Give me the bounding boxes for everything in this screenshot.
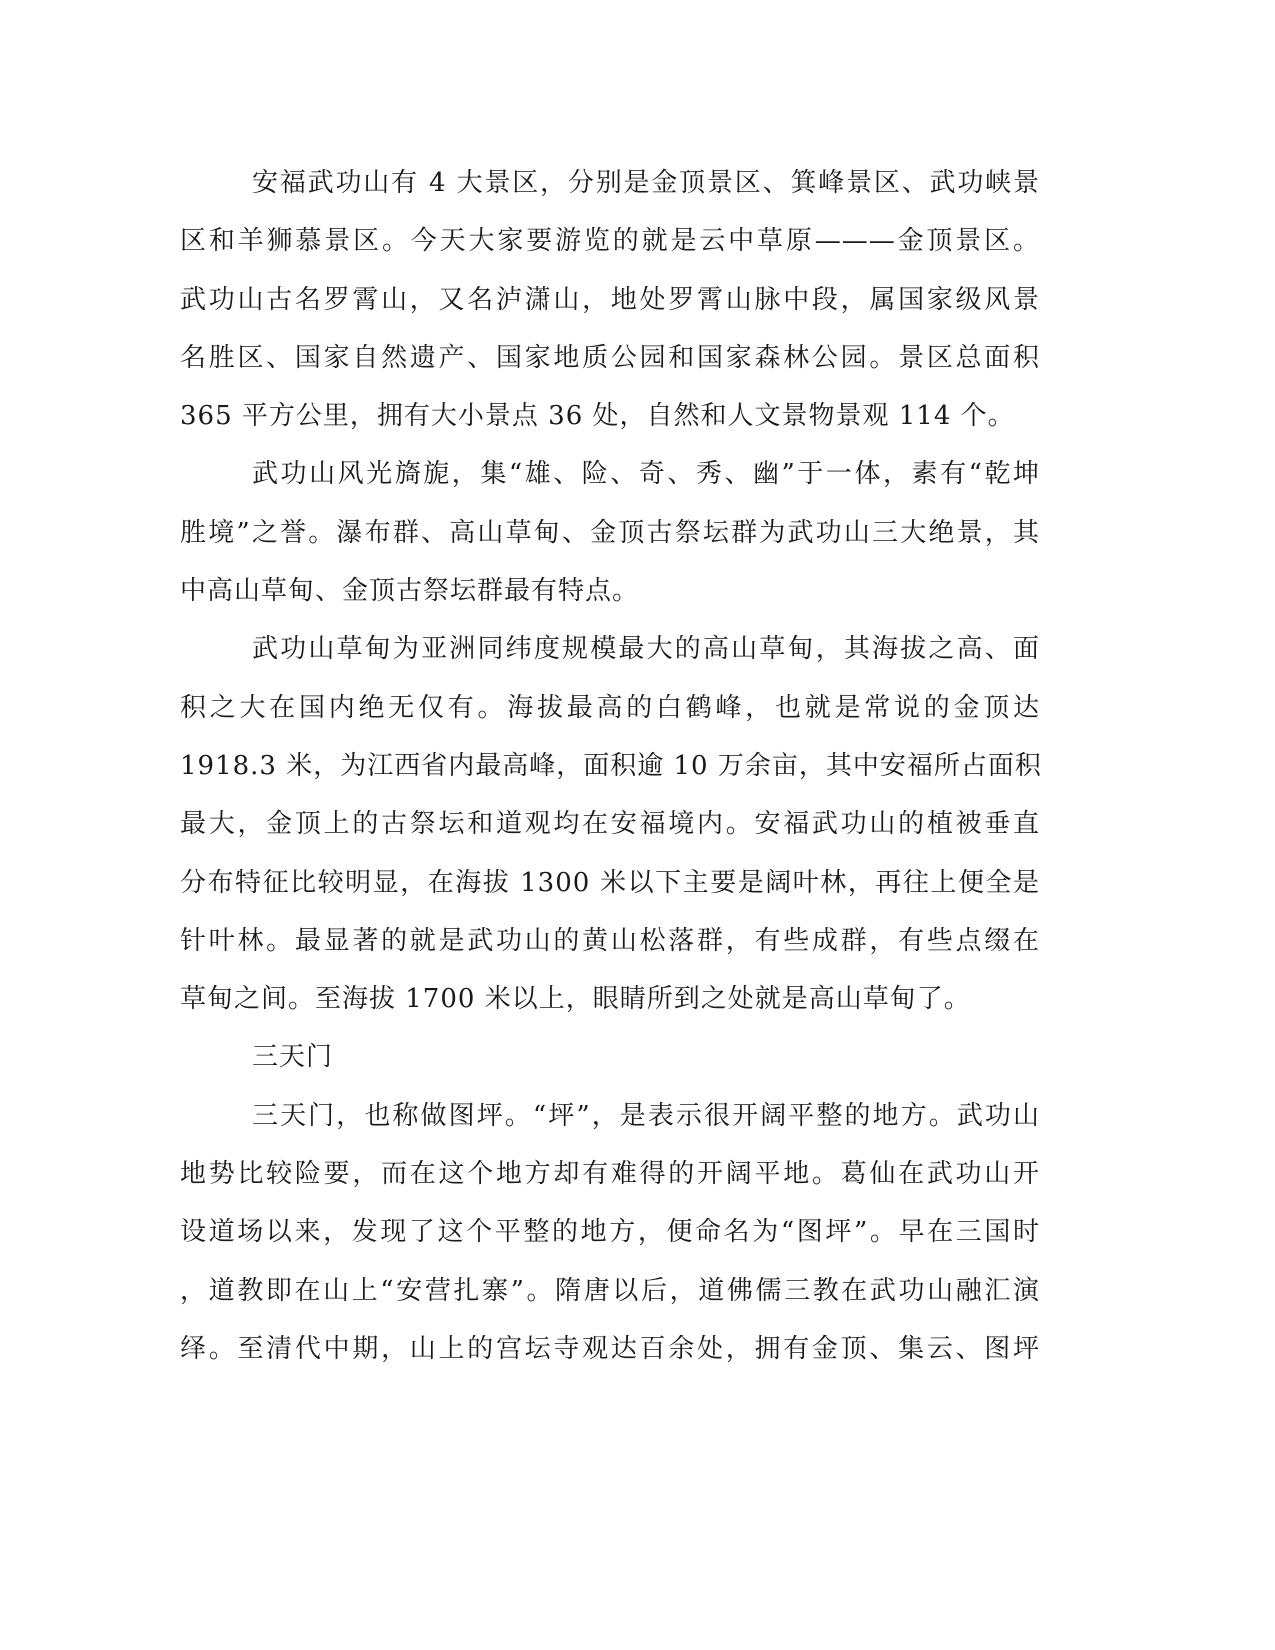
text-line: 名胜区、国家自然遗产、国家地质公园和国家森林公园。景区总面积 [180, 342, 1040, 373]
text-line: 分布特征比较明显，在海拔 1300 米以下主要是阔叶林，再往上便全是 [180, 867, 1040, 898]
text-line: 绎。至清代中期，山上的宫坛寺观达百余处，拥有金顶、集云、图坪 [180, 1333, 1040, 1364]
text-line: 武功山草甸为亚洲同纬度规模最大的高山草甸，其海拔之高、面 [252, 634, 1040, 665]
text-line: ，道教即在山上“安营扎寨”。隋唐以后，道佛儒三教在武功山融汇演 [180, 1275, 1040, 1306]
text-line: 三天门，也称做图坪。“坪”，是表示很开阔平整的地方。武功山 [252, 1100, 1040, 1131]
text-line: 设道场以来，发现了这个平整的地方，便命名为“图坪”。早在三国时 [180, 1217, 1040, 1248]
text-line: 区和羊狮慕景区。今天大家要游览的就是云中草原———金顶景区。 [180, 226, 1040, 257]
text-line: 草甸之间。至海拔 1700 米以上，眼睛所到之处就是高山草甸了。 [180, 984, 971, 1015]
text-line: 365 平方公里，拥有大小景点 36 处，自然和人文景物景观 114 个。 [180, 401, 1015, 432]
text-line: 积之大在国内绝无仅有。海拔最高的白鹤峰，也就是常说的金顶达 [180, 692, 1040, 723]
text-line: 最大，金顶上的古祭坛和道观均在安福境内。安福武功山的植被垂直 [180, 809, 1040, 840]
text-line: 地势比较险要，而在这个地方却有难得的开阔平地。葛仙在武功山开 [180, 1159, 1040, 1190]
document-body [180, 154, 1040, 1378]
text-line: 安福武功山有 4 大景区，分别是金顶景区、箕峰景区、武功峡景 [252, 168, 1040, 198]
text-line: 三天门 [252, 1042, 334, 1073]
text-line: 针叶林。最显著的就是武功山的黄山松落群，有些成群，有些点缀在 [180, 925, 1040, 956]
text-line: 1918.3 米，为江西省内最高峰，面积逾 10 万余亩，其中安福所占面积 [180, 750, 1042, 781]
text-line: 武功山古名罗霄山，又名泸潇山，地处罗霄山脉中段，属国家级风景 [180, 284, 1040, 315]
text-line: 武功山风光旖旎，集“雄、险、奇、秀、幽”于一体，素有“乾坤 [252, 459, 1040, 490]
text-line: 胜境”之誉。瀑布群、高山草甸、金顶古祭坛群为武功山三大绝景，其 [180, 517, 1040, 548]
text-line: 中高山草甸、金顶古祭坛群最有特点。 [180, 576, 640, 607]
